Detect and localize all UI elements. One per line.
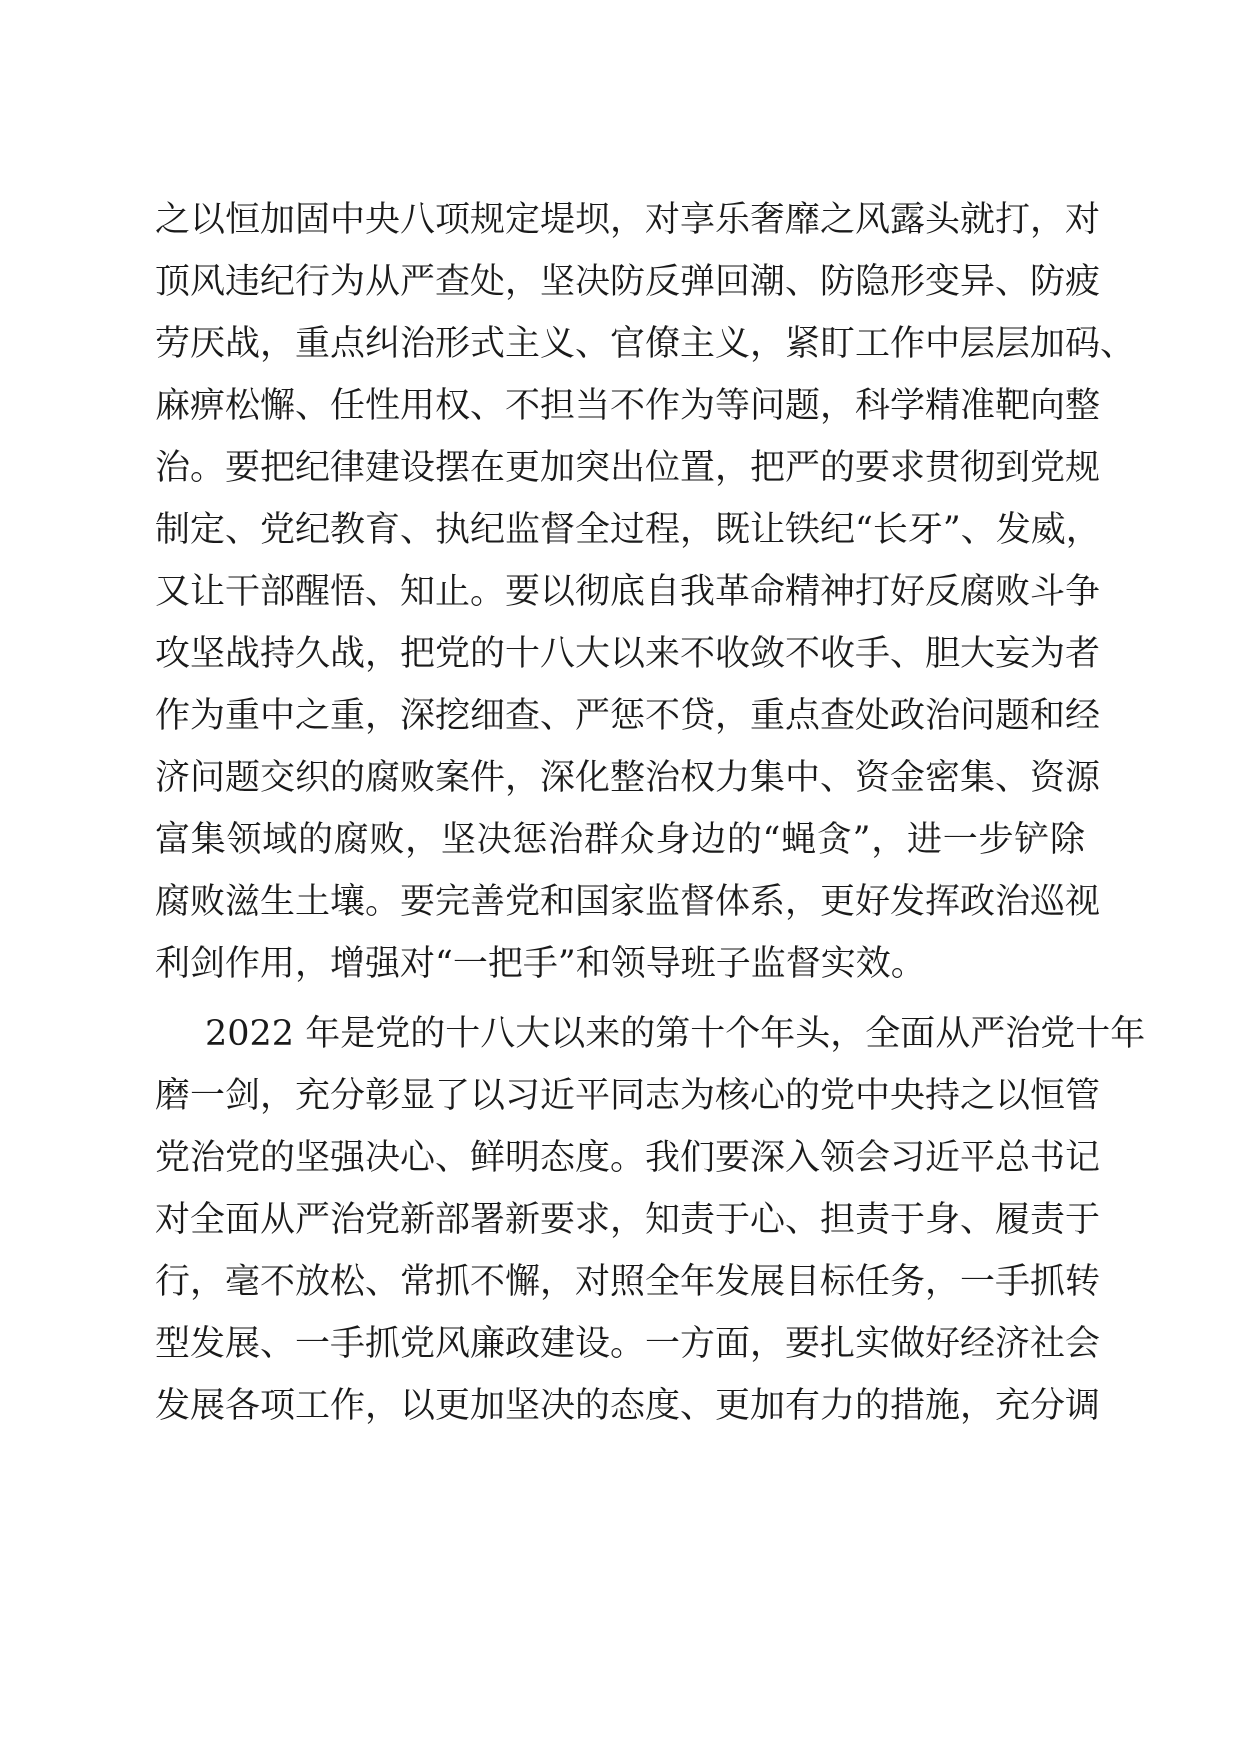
text-line: 型发展、一手抓党风廉政建设。一方面，要扎实做好经济社会 <box>155 1324 1101 1364</box>
text-line: 攻坚战持久战，把党的十八大以来不收敛不收手、胆大妄为者 <box>155 634 1101 674</box>
text-line: 又让干部醒悟、知止。要以彻底自我革命精神打好反腐败斗争 <box>155 572 1101 612</box>
text-line: 作为重中之重，深挖细查、严惩不贷，重点查处政治问题和经 <box>155 696 1101 736</box>
text-line: 治。要把纪律建设摆在更加突出位置，把严的要求贯彻到党规 <box>155 448 1101 488</box>
text-line: 行，毫不放松、常抓不懈，对照全年发展目标任务，一手抓转 <box>155 1262 1101 1302</box>
text-line: 2022 年是党的十八大以来的第十个年头，全面从严治党十年 <box>205 1014 1146 1054</box>
text-line: 磨一剑，充分彰显了以习近平同志为核心的党中央持之以恒管 <box>155 1076 1101 1116</box>
text-line: 发展各项工作，以更加坚决的态度、更加有力的措施，充分调 <box>155 1386 1101 1426</box>
text-line: 利剑作用，增强对“一把手”和领导班子监督实效。 <box>155 944 926 984</box>
text-line: 腐败滋生土壤。要完善党和国家监督体系，更好发挥政治巡视 <box>155 882 1101 922</box>
text-line: 顶风违纪行为从严查处，坚决防反弹回潮、防隐形变异、防疲 <box>155 262 1101 302</box>
text-line: 之以恒加固中央八项规定堤坝，对享乐奢靡之风露头就打，对 <box>155 200 1101 240</box>
text-line: 劳厌战，重点纠治形式主义、官僚主义，紧盯工作中层层加码、 <box>155 324 1136 364</box>
text-line: 党治党的坚强决心、鲜明态度。我们要深入领会习近平总书记 <box>155 1138 1101 1178</box>
text-line: 麻痹松懈、任性用权、不担当不作为等问题，科学精准靶向整 <box>155 386 1101 426</box>
text-line: 制定、党纪教育、执纪监督全过程，既让铁纪“长牙”、发威， <box>155 510 1101 550</box>
text-line: 济问题交织的腐败案件，深化整治权力集中、资金密集、资源 <box>155 758 1101 798</box>
text-line: 对全面从严治党新部署新要求，知责于心、担责于身、履责于 <box>155 1200 1101 1240</box>
text-line: 富集领域的腐败，坚决惩治群众身边的“蝇贪”，进一步铲除 <box>155 820 1085 860</box>
